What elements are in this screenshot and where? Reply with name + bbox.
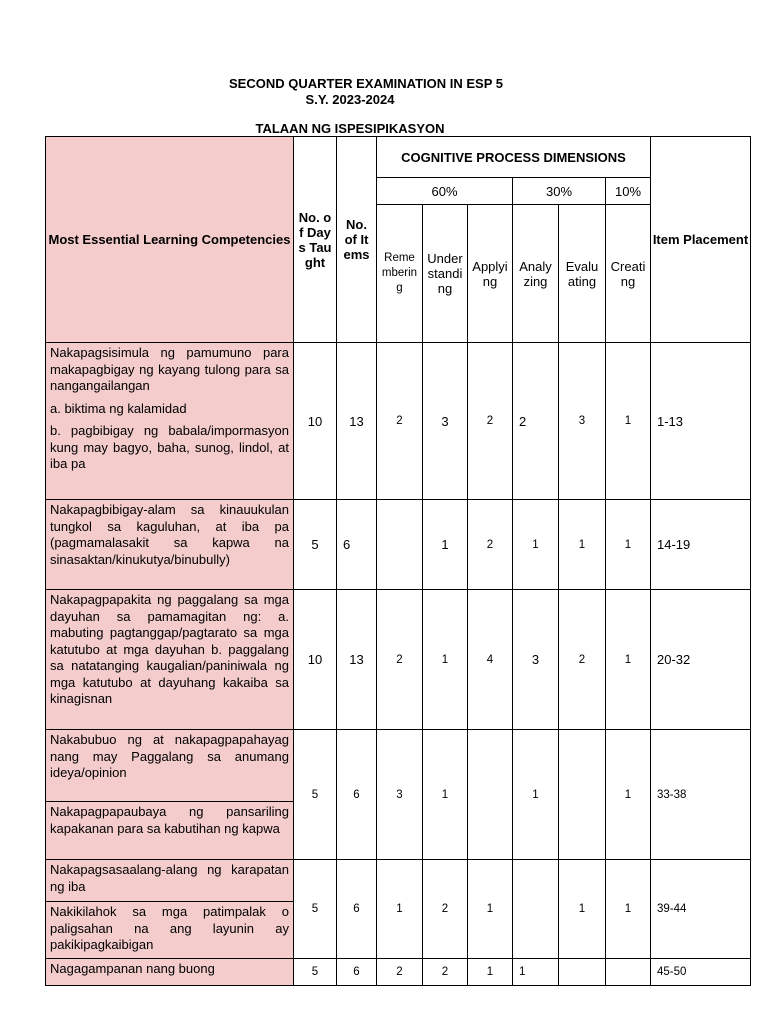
table-row	[46, 959, 751, 986]
placement-cell: 20-32	[651, 590, 751, 730]
tos-table	[45, 136, 751, 986]
eva-cell: 2	[559, 590, 606, 730]
und-cell: 2	[423, 959, 468, 986]
rem-cell	[377, 500, 423, 590]
und-cell: 1	[423, 590, 468, 730]
ana-cell: 1	[513, 730, 559, 860]
melc-cell: Nakapagpapaubaya ng pansariling kapakanan para sa kabutihan ng kapwa	[46, 802, 294, 860]
melc-cell: Nakabubuo ng at nakapagpapahayag nang may Paggalang sa anumang ideya/opinion	[46, 730, 294, 802]
creating-header: Creating	[606, 205, 651, 343]
app-cell	[468, 730, 513, 860]
days-cell: 5	[294, 500, 337, 590]
understanding-header: Understanding	[423, 205, 468, 343]
melc-cell: Nakapagpapakita ng paggalang sa mga dayuhan sa pamamagitan ng: a. mabuting pagtanggap/pagtarato sa mga katutubo at mga dayuhan b. paggalang sa natatanging kaugalian/paniniwala ng mga katutubo at dayuhang kakaiba sa kinagisnan	[46, 590, 294, 730]
ana-cell: 2	[513, 343, 559, 500]
und-cell: 3	[423, 343, 468, 500]
und-cell: 1	[423, 730, 468, 860]
days-cell: 5	[294, 860, 337, 959]
app-cell: 2	[468, 343, 513, 500]
table-row	[46, 590, 751, 730]
pct-60: 60%	[377, 178, 513, 205]
app-cell: 1	[468, 860, 513, 959]
items-cell: 6	[337, 959, 377, 986]
placement-cell: 39-44	[651, 860, 751, 959]
melc-cell: Nakikilahok sa mga patimpalak o paligsahan na ang layunin ay pakikipagkaibigan	[46, 902, 294, 959]
melc-cell: Nagagampanan nang buong	[46, 959, 294, 986]
analyzing-header: Analyzing	[513, 205, 559, 343]
melc-cell: Nakapagsisimula ng pamumuno para makapagbigay ng kayang tulong para sa nangangailangan a. biktima ng kalamidad b. pagbibigay ng babala/impormasyon kung may bagyo, baha, sunog, lindol, at iba pa	[46, 343, 294, 500]
applying-header: Applying	[468, 205, 513, 343]
app-cell: 4	[468, 590, 513, 730]
table-subtitle: TALAAN NG ISPESIPIKASYON	[255, 121, 445, 136]
placement-cell: 45-50	[651, 959, 751, 986]
pct-10: 10%	[606, 178, 651, 205]
items-header: No. of Items	[337, 137, 377, 343]
ana-cell: 3	[513, 590, 559, 730]
ana-cell	[513, 860, 559, 959]
und-cell: 1	[423, 500, 468, 590]
ana-cell: 1	[513, 500, 559, 590]
placement-cell: 14-19	[651, 500, 751, 590]
items-cell: 6	[337, 860, 377, 959]
cre-cell	[606, 959, 651, 986]
doc-title: SECOND QUARTER EXAMINATION IN ESP 5	[229, 76, 503, 91]
eva-cell: 1	[559, 500, 606, 590]
rem-cell: 2	[377, 590, 423, 730]
placement-cell: 33-38	[651, 730, 751, 860]
items-cell: 6	[337, 730, 377, 860]
melc-header: Most Essential Learning Competencies	[46, 137, 294, 343]
eva-cell	[559, 730, 606, 860]
placement-cell: 1-13	[651, 343, 751, 500]
placement-header: Item Placement	[651, 137, 751, 343]
ana-cell: 1	[513, 959, 559, 986]
remembering-header: Remembering	[377, 205, 423, 343]
school-year: S.Y. 2023-2024	[305, 92, 395, 107]
days-cell: 5	[294, 959, 337, 986]
items-cell: 13	[337, 343, 377, 500]
days-cell: 10	[294, 590, 337, 730]
app-cell: 1	[468, 959, 513, 986]
days-cell: 10	[294, 343, 337, 500]
table-row	[46, 730, 751, 802]
cognitive-header: COGNITIVE PROCESS DIMENSIONS	[377, 137, 651, 178]
eva-cell: 1	[559, 860, 606, 959]
melc-cell: Nakapagsasaalang-alang ng karapatan ng iba	[46, 860, 294, 902]
pct-30: 30%	[513, 178, 606, 205]
table-row	[46, 500, 751, 590]
eva-cell	[559, 959, 606, 986]
cre-cell: 1	[606, 500, 651, 590]
melc-cell: Nakapagbibigay-alam sa kinauukulan tungkol sa kaguluhan, at iba pa (pagmamalasakit sa kapwa na sinasaktan/kinukutya/binubully)	[46, 500, 294, 590]
cre-cell: 1	[606, 343, 651, 500]
items-cell: 13	[337, 590, 377, 730]
items-cell: 6	[337, 500, 377, 590]
cre-cell: 1	[606, 730, 651, 860]
und-cell: 2	[423, 860, 468, 959]
eva-cell: 3	[559, 343, 606, 500]
days-cell: 5	[294, 730, 337, 860]
rem-cell: 1	[377, 860, 423, 959]
evaluating-header: Evaluating	[559, 205, 606, 343]
days-taught-header: No. of Days Taught	[294, 137, 337, 343]
rem-cell: 2	[377, 343, 423, 500]
app-cell: 2	[468, 500, 513, 590]
cre-cell: 1	[606, 590, 651, 730]
cre-cell: 1	[606, 860, 651, 959]
table-row	[46, 343, 751, 500]
rem-cell: 3	[377, 730, 423, 860]
rem-cell: 2	[377, 959, 423, 986]
table-row	[46, 860, 751, 902]
